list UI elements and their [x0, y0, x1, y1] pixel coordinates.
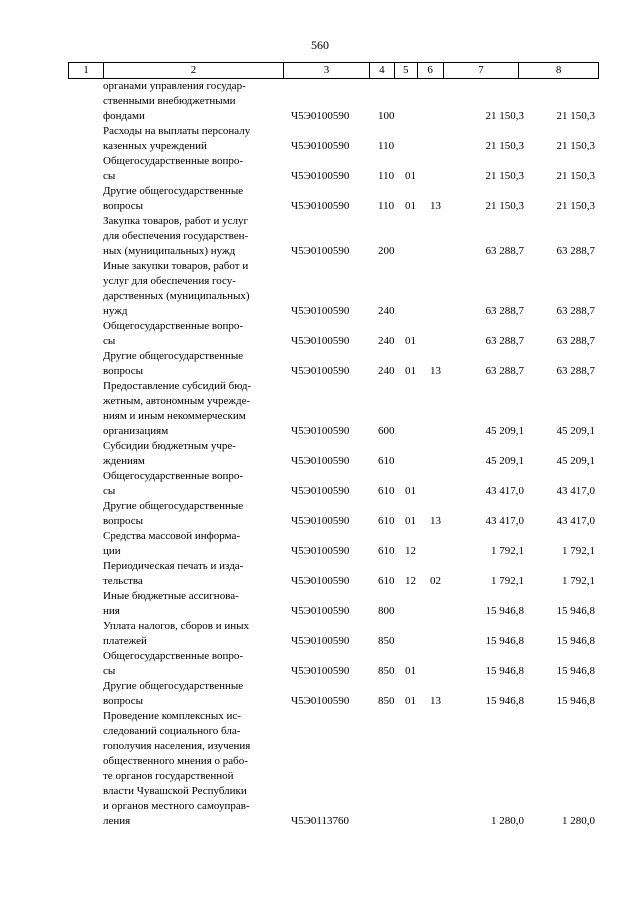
- row-name: [103, 319, 277, 349]
- row-code: Ч5Э0100590: [291, 635, 350, 647]
- row-name: [103, 154, 277, 184]
- table-row: [0, 679, 640, 709]
- row-col-4: 240: [378, 305, 395, 317]
- row-col-4: 850: [378, 665, 395, 677]
- row-name: [103, 79, 277, 124]
- row-name-line: ждениям: [103, 455, 145, 467]
- row-value-8: 45 209,1: [556, 455, 595, 467]
- row-name-line: Другие общегосударственные: [103, 350, 244, 362]
- row-col-5: 01: [405, 665, 416, 677]
- header-col-3: 3: [284, 63, 370, 78]
- row-name-line: Общегосударственные вопро-: [103, 470, 244, 482]
- row-name-line: сы: [103, 665, 116, 677]
- row-value-8: 21 150,3: [556, 110, 595, 122]
- row-name-line: Проведение комплексных ис-: [103, 710, 241, 722]
- row-name-line: Закупка товаров, работ и услуг: [103, 215, 248, 227]
- table-row: [0, 439, 640, 469]
- row-name: [103, 379, 277, 439]
- table-header-row: [68, 62, 599, 79]
- row-value-8: 63 288,7: [556, 245, 595, 257]
- row-name: [103, 214, 277, 259]
- row-name-line: сы: [103, 335, 116, 347]
- row-value-8: 21 150,3: [556, 140, 595, 152]
- row-col-6: 02: [430, 575, 441, 587]
- row-value-7: 63 288,7: [485, 305, 524, 317]
- table-row: [0, 379, 640, 439]
- row-col-5: 01: [405, 515, 416, 527]
- row-name: [103, 709, 277, 829]
- row-col-5: 01: [405, 485, 416, 497]
- table-row: [0, 79, 640, 124]
- row-col-4: 110: [378, 170, 395, 182]
- row-value-7: 63 288,7: [485, 365, 524, 377]
- table-row: [0, 349, 640, 379]
- row-value-8: 43 417,0: [556, 485, 595, 497]
- row-name-line: казенных учреждений: [103, 140, 207, 152]
- row-col-4: 240: [378, 335, 395, 347]
- row-value-7: 21 150,3: [485, 140, 524, 152]
- row-value-8: 15 946,8: [556, 635, 595, 647]
- row-value-8: 1 792,1: [562, 545, 595, 557]
- table-row: [0, 529, 640, 559]
- row-col-5: 01: [405, 695, 416, 707]
- row-name-line: тельства: [103, 575, 143, 587]
- row-name-line: Субсидии бюджетным учре-: [103, 440, 236, 452]
- row-value-7: 21 150,3: [485, 170, 524, 182]
- row-name-line: следований социального бла-: [103, 725, 241, 737]
- row-name: [103, 589, 277, 619]
- row-col-4: 240: [378, 365, 395, 377]
- row-name-line: и органов местного самоуправ-: [103, 800, 250, 812]
- table-row: [0, 259, 640, 319]
- row-value-7: 15 946,8: [485, 605, 524, 617]
- header-col-4: 4: [370, 63, 395, 78]
- row-name-line: ных (муниципальных) нужд: [103, 245, 236, 257]
- row-col-4: 600: [378, 425, 395, 437]
- row-name-line: ции: [103, 545, 121, 557]
- row-value-8: 63 288,7: [556, 305, 595, 317]
- row-col-4: 100: [378, 110, 395, 122]
- row-name: [103, 259, 277, 319]
- row-name-line: нужд: [103, 305, 128, 317]
- row-value-8: 15 946,8: [556, 695, 595, 707]
- row-value-7: 15 946,8: [485, 695, 524, 707]
- header-col-8: 8: [555, 64, 562, 76]
- row-col-6: 13: [430, 515, 441, 527]
- row-name-line: ственными внебюджетными: [103, 95, 236, 107]
- row-value-8: 45 209,1: [556, 425, 595, 437]
- row-value-7: 45 209,1: [485, 455, 524, 467]
- row-value-7: 21 150,3: [485, 200, 524, 212]
- table-row: [0, 559, 640, 589]
- row-col-4: 110: [378, 200, 395, 212]
- row-code: Ч5Э0100590: [291, 575, 350, 587]
- row-col-5: 12: [405, 545, 416, 557]
- table-row: [0, 499, 640, 529]
- row-code: Ч5Э0100590: [291, 245, 350, 257]
- row-name-line: Предоставление субсидий бюд-: [103, 380, 252, 392]
- row-name-line: Другие общегосударственные: [103, 185, 244, 197]
- row-name-line: те органов государственной: [103, 770, 234, 782]
- row-name-line: Общегосударственные вопро-: [103, 650, 244, 662]
- row-code: Ч5Э0100590: [291, 455, 350, 467]
- row-name-line: вопросы: [103, 200, 144, 212]
- row-code: Ч5Э0100590: [291, 305, 350, 317]
- row-name: [103, 349, 277, 379]
- row-value-8: 1 280,0: [562, 815, 595, 827]
- row-col-6: 13: [430, 200, 441, 212]
- row-col-4: 610: [378, 455, 395, 467]
- row-value-8: 63 288,7: [556, 335, 595, 347]
- row-name: [103, 529, 277, 559]
- row-col-4: 610: [378, 545, 395, 557]
- table-row: [0, 214, 640, 259]
- table-row: [0, 184, 640, 214]
- row-col-5: 01: [405, 335, 416, 347]
- row-col-5: 12: [405, 575, 416, 587]
- row-name-line: органами управления государ-: [103, 80, 246, 92]
- row-name-line: Уплата налогов, сборов и иных: [103, 620, 250, 632]
- row-col-4: 850: [378, 695, 395, 707]
- table-row: [0, 589, 640, 619]
- row-name-line: гополучия населения, изучения: [103, 740, 251, 752]
- row-value-7: 43 417,0: [485, 515, 524, 527]
- row-name-line: фондами: [103, 110, 145, 122]
- row-code: Ч5Э0100590: [291, 170, 350, 182]
- row-name-line: дарственных (муниципальных): [103, 290, 250, 302]
- row-value-7: 45 209,1: [485, 425, 524, 437]
- row-name: [103, 679, 277, 709]
- row-name: [103, 439, 277, 469]
- row-value-7: 15 946,8: [485, 635, 524, 647]
- row-value-7: 63 288,7: [485, 245, 524, 257]
- row-value-8: 63 288,7: [556, 365, 595, 377]
- row-code: Ч5Э0100590: [291, 335, 350, 347]
- row-name-line: организациям: [103, 425, 169, 437]
- row-name-line: Расходы на выплаты персоналу: [103, 125, 251, 137]
- row-name-line: жетным, автономным учрежде-: [103, 395, 251, 407]
- row-name-line: вопросы: [103, 515, 144, 527]
- page-number: 560: [311, 38, 329, 52]
- table-row: [0, 619, 640, 649]
- row-col-6: 13: [430, 365, 441, 377]
- row-name: [103, 184, 277, 214]
- row-name: [103, 619, 277, 649]
- row-name-line: Иные закупки товаров, работ и: [103, 260, 249, 272]
- row-value-7: 43 417,0: [485, 485, 524, 497]
- row-name-line: платежей: [103, 635, 147, 647]
- row-value-8: 21 150,3: [556, 200, 595, 212]
- row-name: [103, 649, 277, 679]
- row-name-line: ления: [103, 815, 131, 827]
- row-value-7: 1 792,1: [491, 545, 524, 557]
- table-row: [0, 319, 640, 349]
- row-name-line: Другие общегосударственные: [103, 500, 244, 512]
- row-value-7: 21 150,3: [485, 110, 524, 122]
- row-code: Ч5Э0100590: [291, 365, 350, 377]
- row-value-8: 15 946,8: [556, 665, 595, 677]
- row-value-8: 1 792,1: [562, 575, 595, 587]
- row-code: Ч5Э0100590: [291, 485, 350, 497]
- row-code: Ч5Э0100590: [291, 695, 350, 707]
- row-code: Ч5Э0100590: [291, 515, 350, 527]
- row-code: Ч5Э0100590: [291, 200, 350, 212]
- row-name-line: Общегосударственные вопро-: [103, 155, 244, 167]
- table-row: [0, 649, 640, 679]
- row-value-8: 21 150,3: [556, 170, 595, 182]
- row-value-7: 1 792,1: [491, 575, 524, 587]
- row-col-4: 200: [378, 245, 395, 257]
- header-col-1: 1: [69, 63, 104, 78]
- row-col-4: 800: [378, 605, 395, 617]
- header-col-6: 6: [418, 63, 444, 78]
- row-code: Ч5Э0100590: [291, 425, 350, 437]
- table-row: [0, 154, 640, 184]
- row-code: Ч5Э0100590: [291, 605, 350, 617]
- table-row: [0, 709, 640, 829]
- row-code: Ч5Э0100590: [291, 665, 350, 677]
- row-name-line: Средства массовой информа-: [103, 530, 240, 542]
- row-name-line: вопросы: [103, 695, 144, 707]
- table-row: [0, 124, 640, 154]
- row-col-5: 01: [405, 200, 416, 212]
- row-name-line: Общегосударственные вопро-: [103, 320, 244, 332]
- row-name-line: Другие общегосударственные: [103, 680, 244, 692]
- row-value-7: 15 946,8: [485, 665, 524, 677]
- row-name-line: Иные бюджетные ассигнова-: [103, 590, 239, 602]
- header-col-5: 5: [395, 63, 418, 78]
- row-col-5: 01: [405, 365, 416, 377]
- header-col-2: 2: [104, 63, 284, 78]
- row-name: [103, 499, 277, 529]
- row-value-8: 43 417,0: [556, 515, 595, 527]
- table-row: [0, 469, 640, 499]
- row-col-4: 610: [378, 575, 395, 587]
- row-code: Ч5Э0100590: [291, 110, 350, 122]
- row-col-4: 110: [378, 140, 395, 152]
- row-col-6: 13: [430, 695, 441, 707]
- row-name-line: сы: [103, 170, 116, 182]
- row-col-4: 850: [378, 635, 395, 647]
- row-col-4: 610: [378, 515, 395, 527]
- row-code: Ч5Э0100590: [291, 140, 350, 152]
- row-col-5: 01: [405, 170, 416, 182]
- row-name-line: для обеспечения государствен-: [103, 230, 249, 242]
- header-col-7: 7: [444, 63, 520, 78]
- row-name: [103, 559, 277, 589]
- row-name-line: вопросы: [103, 365, 144, 377]
- row-name-line: Периодическая печать и изда-: [103, 560, 244, 572]
- row-value-7: 63 288,7: [485, 335, 524, 347]
- row-name-line: власти Чувашской Республики: [103, 785, 247, 797]
- row-name-line: ния: [103, 605, 120, 617]
- row-name: [103, 124, 277, 154]
- row-code: Ч5Э0100590: [291, 545, 350, 557]
- row-col-4: 610: [378, 485, 395, 497]
- row-name-line: услуг для обеспечения госу-: [103, 275, 236, 287]
- row-value-8: 15 946,8: [556, 605, 595, 617]
- row-name: [103, 469, 277, 499]
- row-value-7: 1 280,0: [491, 815, 524, 827]
- row-name-line: общественного мнения о рабо-: [103, 755, 248, 767]
- row-name-line: ниям и иным некоммерческим: [103, 410, 246, 422]
- row-code: Ч5Э0113760: [291, 815, 350, 827]
- row-name-line: сы: [103, 485, 116, 497]
